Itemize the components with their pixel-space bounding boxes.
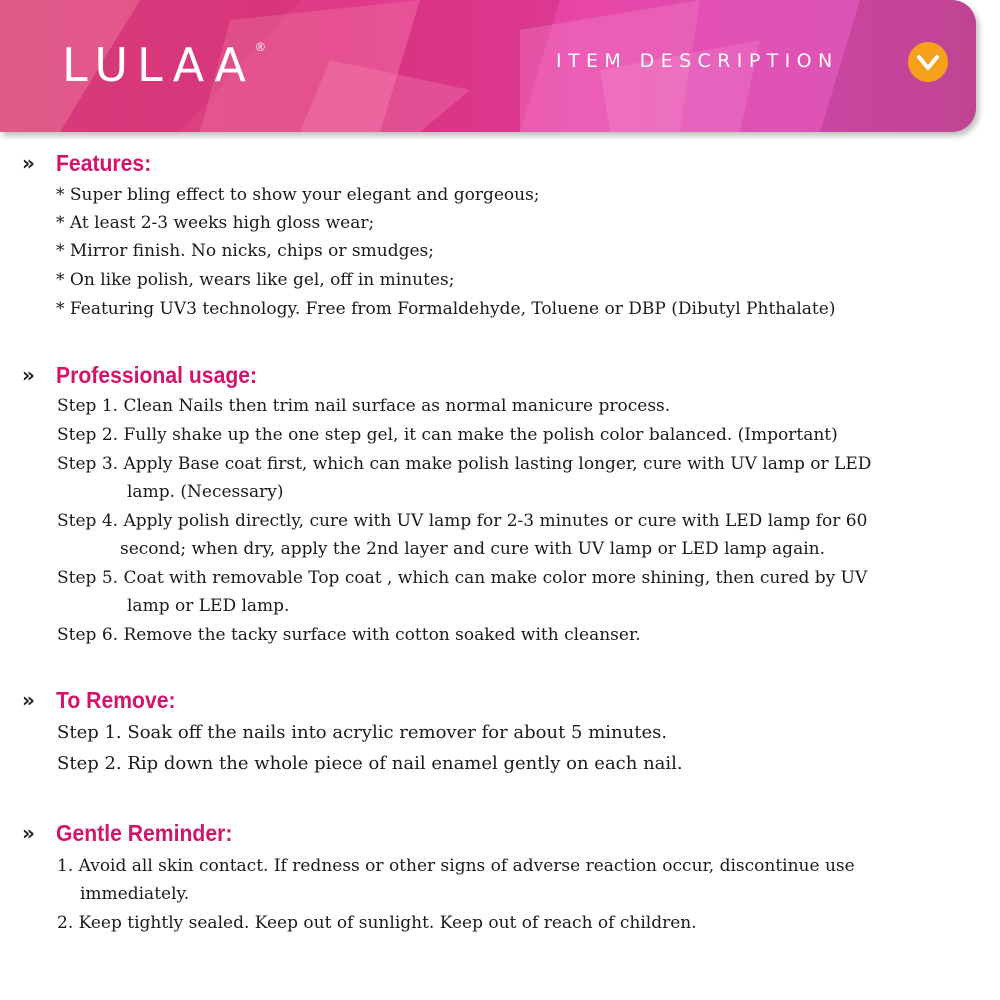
double-chevron-icon: » [22, 821, 31, 845]
remove-line: Step 2. Rip down the whole piece of nail enamel gently on each nail. [57, 753, 683, 774]
brand-logo: LULAA [62, 38, 255, 92]
double-chevron-icon: » [22, 151, 31, 175]
chevron-down-icon [908, 42, 948, 82]
feature-item: * At least 2-3 weeks high gloss wear; [56, 213, 375, 233]
usage-heading [22, 360, 275, 390]
double-chevron-icon: » [22, 363, 31, 387]
feature-item: * On like polish, wears like gel, off in minutes; [56, 270, 455, 290]
reminder-title: Gentle Reminder: [56, 819, 233, 846]
remove-title: To Remove: [56, 686, 176, 713]
feature-item: * Super bling effect to show your elegant and gorgeous; [56, 185, 540, 205]
feature-item: * Mirror finish. No nicks, chips or smudges; [56, 241, 434, 261]
usage-line: Step 2. Fully shake up the one step gel, it can make the polish color balanced. (Important) [57, 425, 838, 445]
usage-line: lamp. (Necessary) [127, 482, 284, 502]
reminder-line: 2. Keep tightly sealed. Keep out of sunlight. Keep out of reach of children. [57, 913, 697, 933]
usage-line: lamp or LED lamp. [127, 596, 290, 616]
features-title: Features: [56, 149, 152, 176]
usage-line: Step 1. Clean Nails then trim nail surface as normal manicure process. [57, 396, 671, 416]
reminder-line: 1. Avoid all skin contact. If redness or other signs of adverse reaction occur, discontinue use [57, 856, 855, 876]
usage-line: Step 6. Remove the tacky surface with cotton soaked with cleanser. [57, 625, 641, 645]
item-description-title: ITEM DESCRIPTION [556, 50, 839, 72]
remove-line: Step 1. Soak off the nails into acrylic remover for about 5 minutes. [57, 722, 668, 743]
usage-line: Step 3. Apply Base coat first, which can make polish lasting longer, cure with UV lamp or LED [57, 454, 872, 474]
reminder-line: immediately. [80, 884, 190, 904]
registered-mark: ® [256, 40, 265, 54]
usage-title: Professional usage: [56, 361, 258, 388]
usage-line: Step 4. Apply polish directly, cure with UV lamp for 2-3 minutes or cure with LED lamp for 60 [57, 511, 868, 531]
header-banner [0, 0, 976, 132]
feature-item: * Featuring UV3 technology. Free from Formaldehyde, Toluene or DBP (Dibutyl Phthalate) [56, 299, 836, 319]
usage-line: second; when dry, apply the 2nd layer and cure with UV lamp or LED lamp again. [120, 539, 825, 559]
features-heading [22, 148, 160, 178]
usage-line: Step 5. Coat with removable Top coat , which can make color more shining, then cured by UV [57, 568, 868, 588]
double-chevron-icon: » [22, 688, 31, 712]
remove-heading [22, 685, 186, 715]
reminder-heading [22, 818, 248, 848]
